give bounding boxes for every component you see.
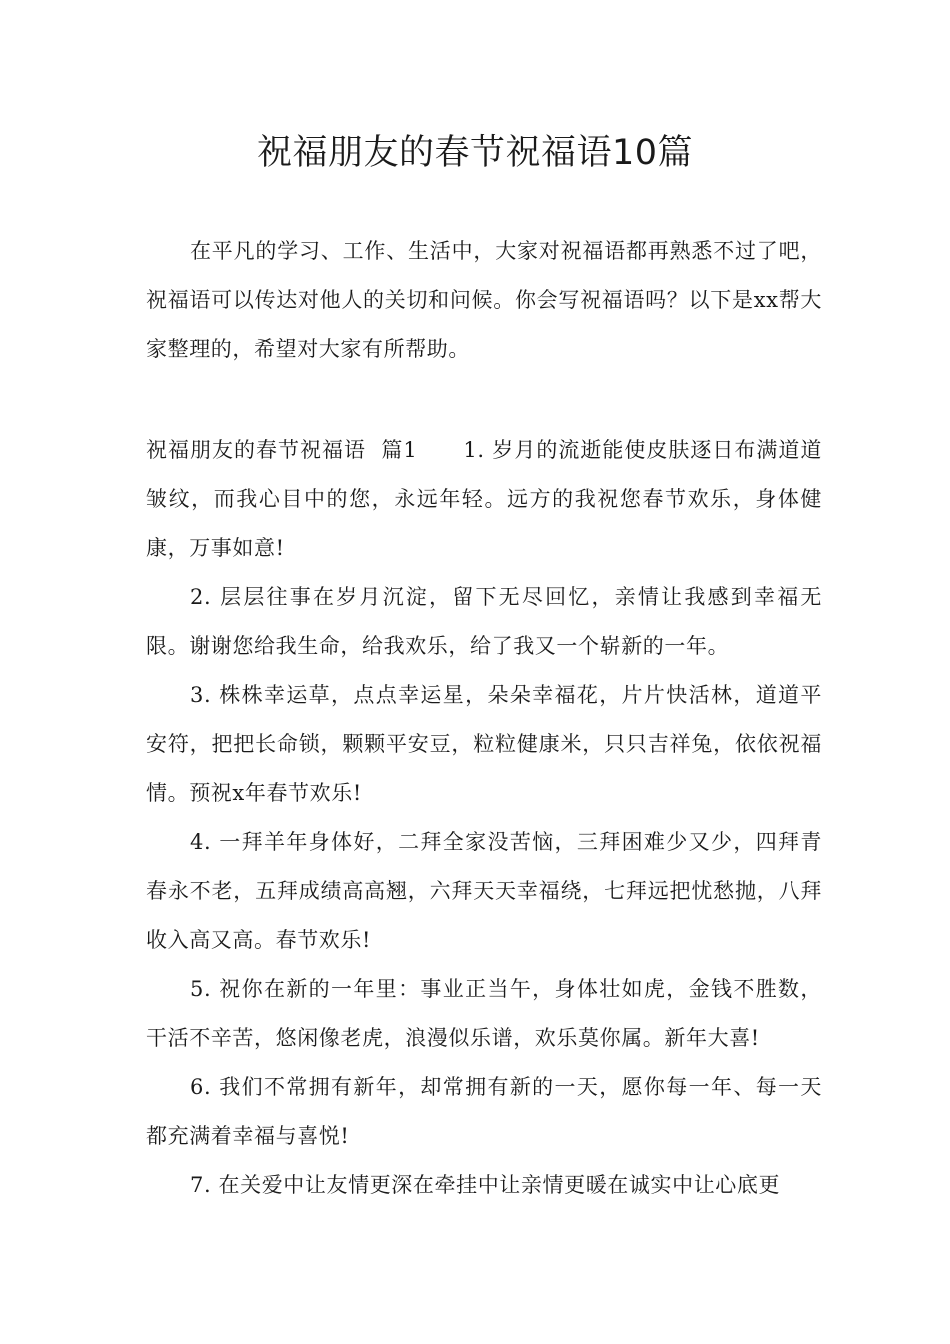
first-item-paragraph (146, 426, 822, 573)
list-item: 6. 我们不常拥有新年，却常拥有新的一天，愿你每一年、每一天都充满着幸福与喜悦! (146, 1075, 822, 1148)
list-item: 5. 祝你在新的一年里：事业正当午，身体壮如虎，金钱不胜数，干活不辛苦，悠闲像老虎，浪漫似乐谱，欢乐莫你属。新年大喜! (146, 977, 822, 1050)
intro-paragraph: 在平凡的学习、工作、生活中，大家对祝福语都再熟悉不过了吧，祝福语可以传达对他人的关切和问候。你会写祝福语吗？以下是xx帮大家整理的，希望对大家有所帮助。 (146, 239, 822, 361)
list-item: 3. 株株幸运草，点点幸运星，朵朵幸福花，片片快活林，道道平安符，把把长命锁，颗颗平安豆，粒粒健康米，只只吉祥兔，依依祝福情。预祝x年春节欢乐! (146, 683, 822, 805)
list-item: 1. 岁月的流逝能使皮肤逐日布满道道皱纹，而我心目中的您，永远年轻。远方的我祝您春节欢乐，身体健康，万事如意! (146, 438, 822, 560)
list-item: 2. 层层往事在岁月沉淀，留下无尽回忆，亲情让我感到幸福无限。谢谢您给我生命，给我欢乐，给了我又一个崭新的一年。 (146, 585, 822, 658)
list-item: 4. 一拜羊年身体好，二拜全家没苦恼，三拜困难少又少，四拜青春永不老，五拜成绩高高翘，六拜天天幸福绕，七拜远把忧愁抛，八拜收入高又高。春节欢乐! (146, 830, 822, 952)
section-label: 祝福朋友的春节祝福语 篇1 (146, 438, 418, 462)
section-content (146, 426, 822, 1210)
list-item: 7. 在关爱中让友情更深在牵挂中让亲情更暖在诚实中让心底更 (190, 1173, 781, 1197)
document-title: 祝福朋友的春节祝福语10篇 (256, 133, 694, 173)
intro-block (146, 227, 822, 374)
